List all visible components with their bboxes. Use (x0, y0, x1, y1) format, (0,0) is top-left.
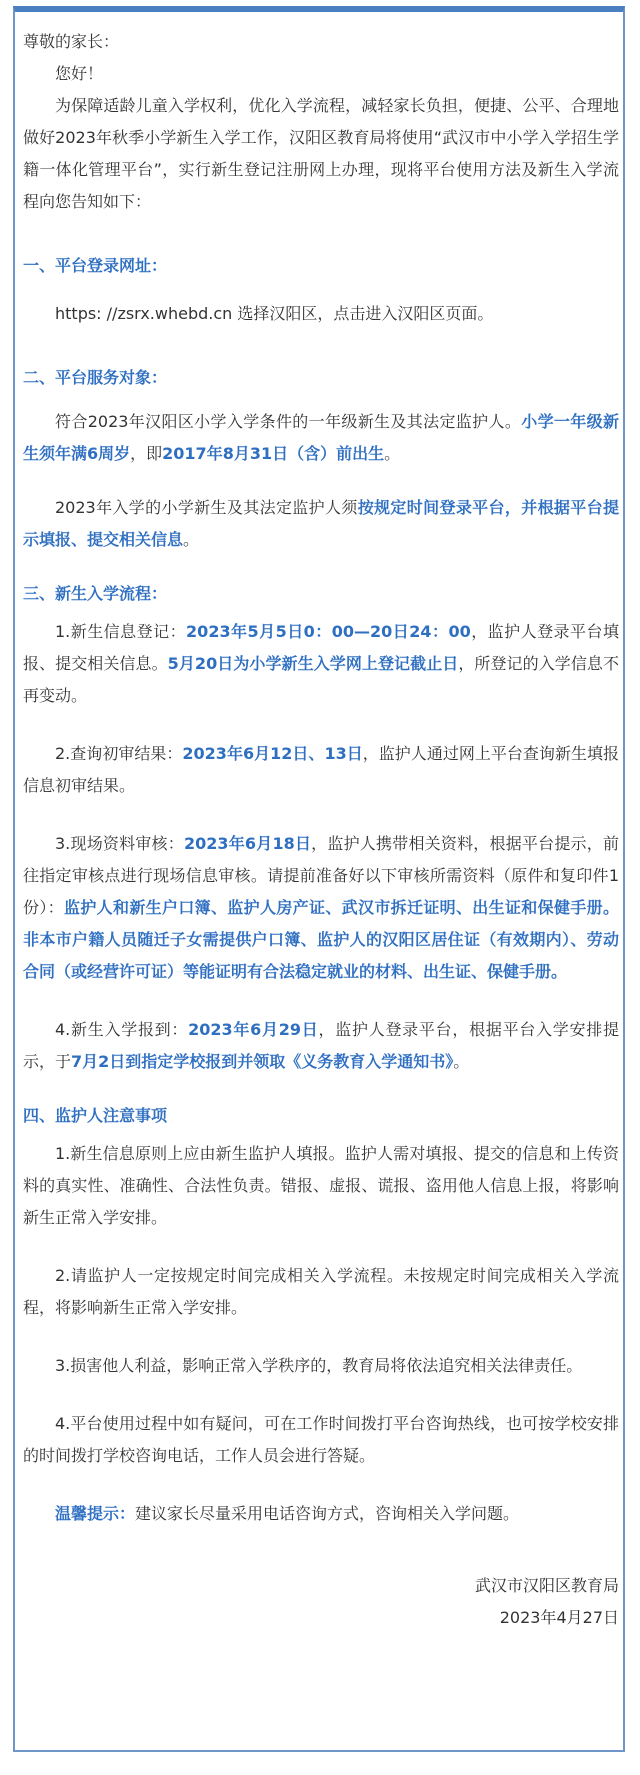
highlight: 小学一年级新生须年满6周岁 (23, 412, 619, 463)
highlight: 2023年6月18日 (183, 834, 312, 853)
text: ，监护人登录平台填报、提交相关信息。 (23, 622, 619, 673)
step-3-onsite-review (23, 828, 619, 988)
text: ，监护人通过网上平台查询新生填报信息初审结果。 (23, 744, 619, 795)
section-4-heading: 四、监护人注意事项 (23, 1106, 168, 1125)
intro-paragraph: 为保障适龄儿童入学权利，优化入学流程，减轻家长负担，便捷、公平、合理地做好2023年秋季小学新生入学工作，汉阳区教育局将使用“武汉市中小学入学招生学籍一体化管理平台”，实行新生登记注册网上办理，现将平台使用方法及新生入学流程向您告知如下： (23, 96, 619, 211)
section-1-heading: 一、平台登录网址： (23, 256, 168, 275)
greeting: 尊敬的家长： (23, 32, 120, 51)
step-4-enrollment (23, 1014, 619, 1078)
highlight: 2023年6月29日 (188, 1020, 319, 1039)
text: 4.新生入学报到： (55, 1020, 189, 1039)
highlight: 监护人和新生户口簿、监护人房产证、武汉市拆迁证明、出生证和保健手册。非本市户籍人员随迁子女需提供户口簿、监护人的汉阳区居住证（有效期内）、劳动合同（或经营许可证）等能证明有合法稳定就业的材料、出生证、保健手册。 (23, 898, 619, 981)
notice-content (23, 26, 619, 1634)
hello: 您好！ (55, 64, 104, 83)
note-1: 1.新生信息原则上应由新生监护人填报。监护人需对填报、提交的信息和上传资料的真实性、准确性、合法性负责。错报、虚报、谎报、盗用他人信息上报，将影响新生正常入学安排。 (23, 1144, 619, 1227)
text: 。 (453, 1052, 470, 1071)
note-3: 3.损害他人利益，影响正常入学秩序的，教育局将依法追究相关法律责任。 (55, 1356, 583, 1375)
tip-text: 建议家长尽量采用电话咨询方式，咨询相关入学问题。 (135, 1504, 520, 1523)
highlight: 2017年8月31日（含）前出生 (162, 444, 385, 463)
text: 2.查询初审结果： (55, 744, 183, 763)
signature-date: 2023年4月27日 (499, 1608, 619, 1627)
login-requirement-paragraph (23, 492, 619, 556)
highlight: 7月2日到指定学校报到并领取《义务教育入学通知书》 (71, 1052, 454, 1071)
platform-url-text: https: //zsrx.whebd.cn 选择汉阳区，点击进入汉阳区页面。 (55, 304, 494, 323)
text: ，监护人携带相关资料，根据平台提示，前往指定审核点进行现场信息审核。请提前准备好以下审核所需资料（原件和复印件1份）： (23, 834, 619, 917)
text: 。 (183, 530, 200, 549)
section-3-heading: 三、新生入学流程： (23, 584, 168, 603)
highlight: 按规定时间登录平台，并根据平台提示填报、提交相关信息 (23, 498, 619, 549)
notice-frame (13, 6, 625, 1752)
note-4: 4.平台使用过程中如有疑问，可在工作时间拨打平台咨询热线，也可按学校安排的时间拨打学校咨询电话，工作人员会进行答疑。 (23, 1414, 619, 1465)
text: 1.新生信息登记： (55, 622, 187, 641)
text: 3.现场资料审核： (55, 834, 184, 853)
highlight: 2023年5月5日0：00—20日24：00 (186, 622, 471, 641)
text: 。 (384, 444, 401, 463)
signature-org: 武汉市汉阳区教育局 (474, 1576, 619, 1595)
warm-tip (23, 1498, 619, 1530)
step-2-review-result (23, 738, 619, 802)
text: 2023年入学的小学新生及其法定监护人须 (55, 498, 358, 517)
text: ，监护人登录平台，根据平台入学安排提示，于 (23, 1020, 619, 1071)
text: ，所登记的入学信息不再变动。 (23, 654, 619, 705)
section-2-heading: 二、平台服务对象： (23, 368, 168, 387)
text: 符合2023年汉阳区小学入学条件的一年级新生及其法定监护人。 (55, 412, 522, 431)
tip-label: 温馨提示： (55, 1504, 136, 1523)
note-2: 2.请监护人一定按规定时间完成相关入学流程。未按规定时间完成相关入学流程，将影响新生正常入学安排。 (23, 1266, 619, 1317)
step-1-registration (23, 616, 619, 712)
service-target-paragraph (23, 406, 619, 470)
text: ，即 (130, 444, 163, 463)
highlight: 5月20日为小学新生入学网上登记截止日 (167, 654, 459, 673)
highlight: 2023年6月12日、13日 (182, 744, 363, 763)
